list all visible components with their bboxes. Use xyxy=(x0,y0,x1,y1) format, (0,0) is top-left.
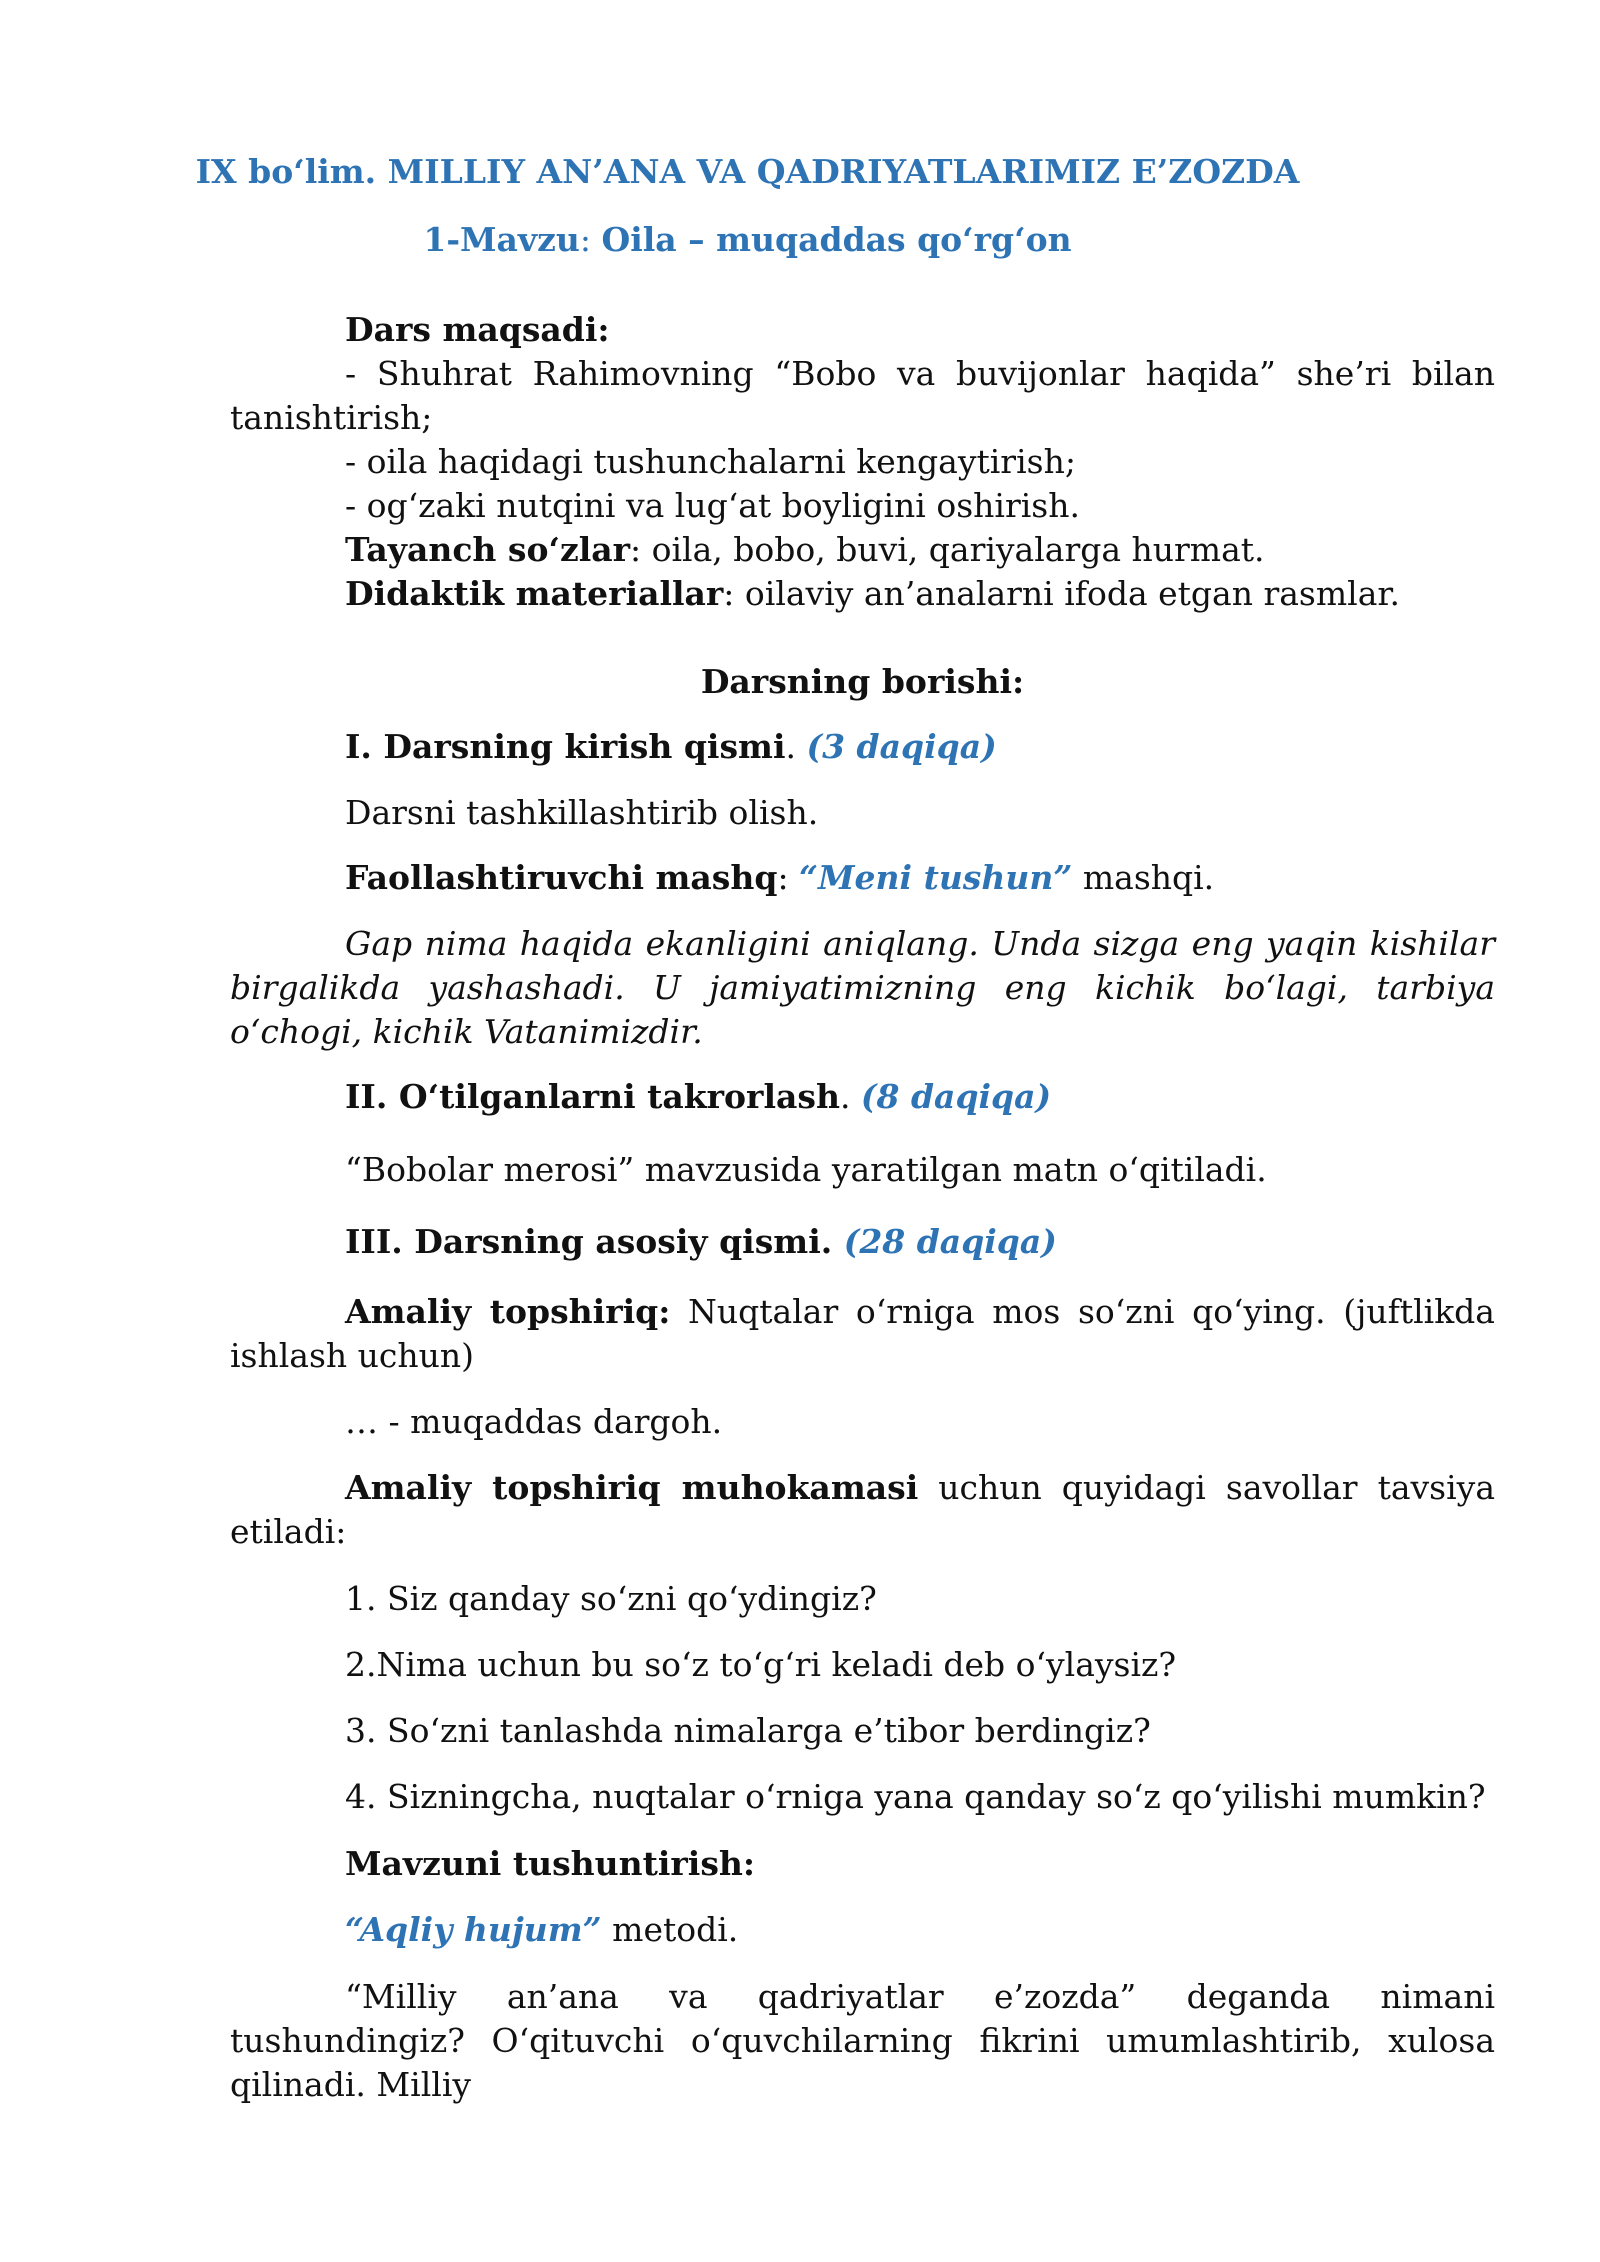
keywords-line xyxy=(345,528,1265,572)
topic-title-text: Oila – muqaddas qo‘rg‘on xyxy=(601,220,1072,259)
discussion-text: uchun quyidagi savollar tavsiya etiladi: xyxy=(230,1468,1495,1551)
section-title: IX bo‘lim. MILLIY AN’ANA VA QADRIYATLARIMIZ E’ZOZDA xyxy=(195,152,1300,191)
topic-title-number: 1-Mavzu xyxy=(423,220,580,259)
materials-text: : oilaviy an’analarni ifoda etgan rasmlar. xyxy=(723,574,1401,613)
discussion-paragraph xyxy=(230,1466,1495,1554)
task-paragraph xyxy=(230,1290,1495,1378)
part1-time: (3 daqiqa) xyxy=(806,727,997,766)
goals-item-1: - Shuhrat Rahimovning “Bobo va buvijonlar haqida” she’ri bilan tanishtirish; xyxy=(230,354,1495,437)
course-heading: Darsning borishi: xyxy=(700,662,1025,701)
topic-title-colon: : xyxy=(579,220,602,259)
part2-dot: . xyxy=(839,1077,861,1116)
exercise-suffix: mashqi. xyxy=(1072,858,1215,897)
part2-title: II. O‘tilganlarni takrorlash xyxy=(345,1077,840,1116)
part1-dot: . xyxy=(785,727,807,766)
topic-title xyxy=(0,220,1495,259)
question-1: 1. Siz qanday so‘zni qo‘ydingiz? xyxy=(345,1579,877,1618)
materials-line xyxy=(345,572,1400,616)
task-label: Amaliy topshiriq: xyxy=(345,1292,671,1331)
part2-line1: “Bobolar merosi” mavzusida yaratilgan matn o‘qitiladi. xyxy=(345,1150,1267,1189)
discussion-label: Amaliy topshiriq muhokamasi xyxy=(345,1468,919,1507)
goals-item-2: - oila haqidagi tushunchalarni kengaytirish; xyxy=(345,442,1076,481)
part1-line1: Darsni tashkillashtirib olish. xyxy=(345,793,819,832)
exercise-colon: : xyxy=(777,858,800,897)
exercise-line xyxy=(345,856,1214,900)
part1-heading xyxy=(345,725,997,769)
part3-time: (28 daqiqa) xyxy=(832,1222,1057,1261)
goals-item-3: - og‘zaki nutqini va lug‘at boyligini oshirish. xyxy=(345,486,1080,525)
part2-time: (8 daqiqa) xyxy=(860,1077,1052,1116)
method-suffix: metodi. xyxy=(601,1910,739,1949)
part1-title: I. Darsning kirish qismi xyxy=(345,727,786,766)
blank-line: … - muqaddas dargoh. xyxy=(345,1402,723,1441)
riddle-paragraph: Gap nima haqida ekanligini aniqlang. Unda sizga eng yaqin kishilar birgalikda yashashadi. U jamiyatimizning eng kichik bo‘lagi, tarbiya o‘chogi, kichik Vatanimizdir. xyxy=(230,924,1495,1051)
exercise-label: Faollashtiruvchi mashq xyxy=(345,858,778,897)
question-2: 2.Nima uchun bu so‘z to‘g‘ri keladi deb o‘ylaysiz? xyxy=(345,1645,1177,1684)
question-3: 3. So‘zni tanlashda nimalarga e’tibor berdingiz? xyxy=(345,1711,1151,1750)
keywords-text: : oila, bobo, buvi, qariyalarga hurmat. xyxy=(630,530,1265,569)
part2-heading xyxy=(345,1075,1051,1119)
materials-label: Didaktik materiallar xyxy=(345,574,724,613)
part3-title: III. Darsning asosiy qismi. xyxy=(345,1222,833,1261)
goals-label: Dars maqsadi: xyxy=(345,310,610,349)
task-text: Nuqtalar o‘rniga mos so‘zni qo‘ying. (juftlikda ishlash uchun) xyxy=(230,1292,1495,1375)
exercise-name: “Meni tushun” xyxy=(799,858,1073,897)
final-paragraph: “Milliy an’ana va qadriyatlar e’zozda” deganda nimani tushundingiz? O‘qituvchi o‘quvchilarning fikrini umumlashtirib, xulosa qilinadi. Milliy xyxy=(230,1977,1495,2104)
explain-label: Mavzuni tushuntirish: xyxy=(345,1844,756,1883)
question-4: 4. Sizningcha, nuqtalar o‘rniga yana qanday so‘z qo‘yilishi mumkin? xyxy=(345,1777,1486,1816)
keywords-label: Tayanch so‘zlar xyxy=(345,530,631,569)
method-line xyxy=(345,1908,738,1952)
method-name: “Aqliy hujum” xyxy=(345,1910,602,1949)
part3-heading xyxy=(345,1220,1057,1264)
